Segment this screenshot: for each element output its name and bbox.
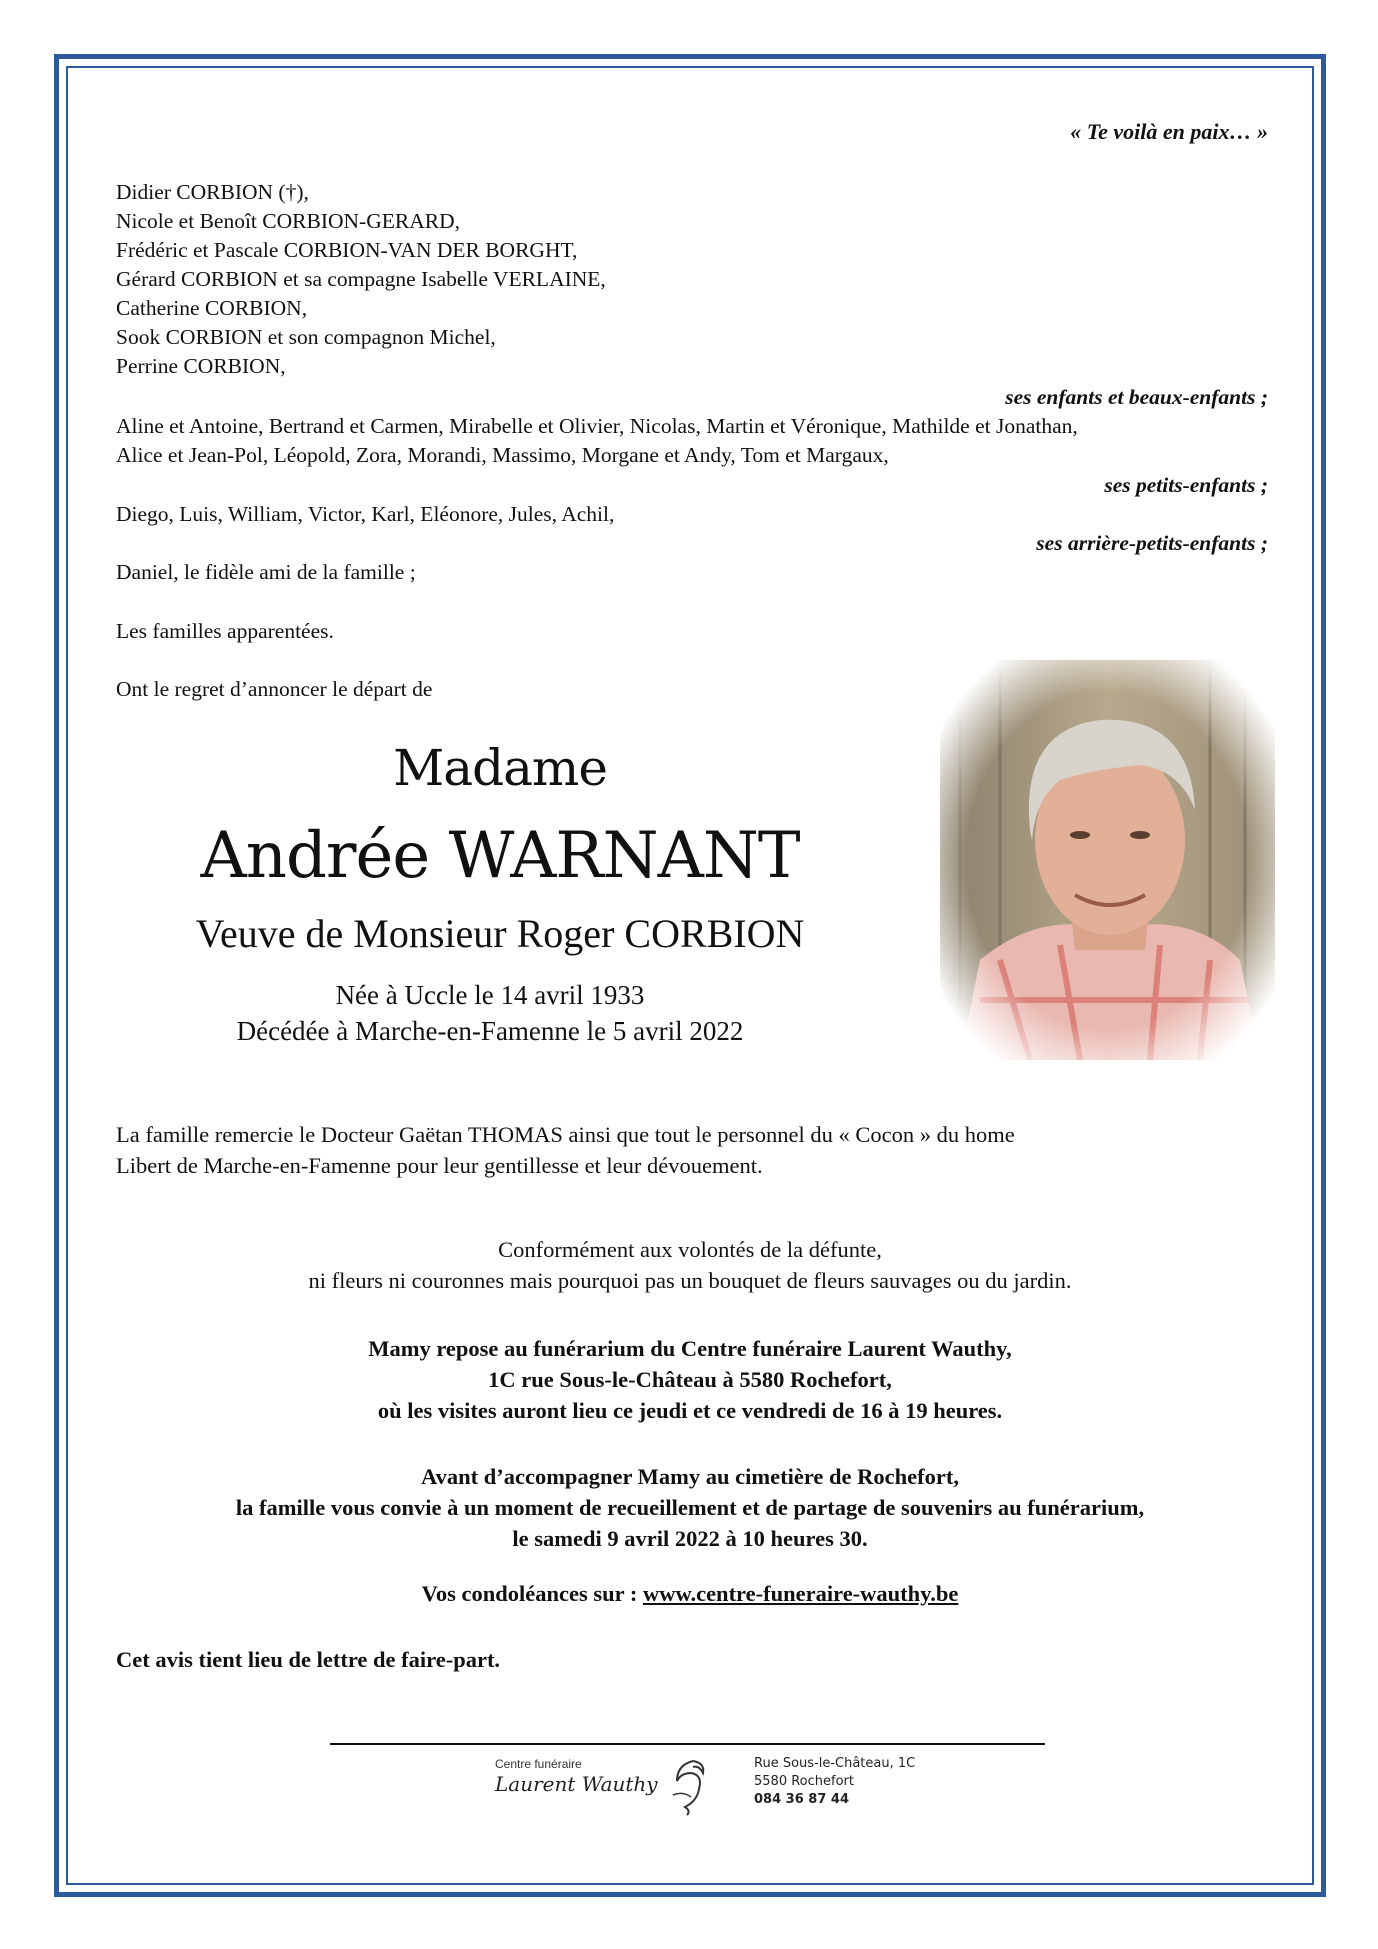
deceased-born: Née à Uccle le 14 avril 1933 [335, 980, 645, 1010]
rest-line: 1C rue Sous-le-Château à 5580 Rochefort, [488, 1367, 892, 1392]
deceased-name: Andrée WARNANT [200, 819, 800, 893]
deceased-title: Madame [393, 739, 607, 797]
ceremony-line: Avant d’accompagner Mamy au cimetière de Rochefort, [421, 1464, 959, 1489]
calla-lily-icon [663, 1755, 711, 1817]
list-item: Sook CORBION et son compagnon Michel, [116, 325, 496, 349]
grandchildren-line: Alice et Jean-Pol, Léopold, Zora, Morandi, Massimo, Morgane et Andy, Tom et Margaux, [116, 443, 889, 467]
condolences-link[interactable]: www.centre-funeraire-wauthy.be [642, 1581, 959, 1606]
footer-phone: 084 36 87 44 [754, 1792, 849, 1807]
footer-address-line2: 5580 Rochefort [754, 1774, 854, 1789]
list-item: Nicole et Benoît CORBION-GERARD, [116, 209, 460, 233]
announce-line: Ont le regret d’annoncer le départ de [116, 677, 433, 701]
wishes-line: ni fleurs ni couronnes mais pourquoi pas un bouquet de fleurs sauvages ou du jardin. [308, 1268, 1072, 1293]
thanks-line: Libert de Marche-en-Famenne pour leur gentillesse et leur dévouement. [116, 1153, 763, 1178]
great-grandchildren-line: Diego, Luis, William, Victor, Karl, Eléonore, Jules, Achil, [116, 502, 615, 526]
ceremony-line: la famille vous convie à un moment de recueillement et de partage de souvenirs au funérarium, [235, 1495, 1145, 1520]
condolences-label: Vos condoléances sur : [421, 1581, 643, 1606]
footer-address [754, 1755, 915, 1809]
families-line: Les familles apparentées. [116, 619, 334, 643]
deceased-widow: Veuve de Monsieur Roger CORBION [195, 911, 805, 956]
wishes-line: Conformément aux volontés de la défunte, [498, 1237, 882, 1262]
list-item: Frédéric et Pascale CORBION-VAN DER BORGHT, [116, 238, 578, 262]
rest-line: Mamy repose au funérarium du Centre funéraire Laurent Wauthy, [368, 1336, 1012, 1361]
friend-line: Daniel, le fidèle ami de la famille ; [116, 560, 416, 584]
grandchildren-label: ses petits-enfants ; [1104, 473, 1268, 497]
list-item: Catherine CORBION, [116, 296, 308, 320]
portrait-image [940, 660, 1275, 1060]
epigraph: « Te voilà en paix… » [1070, 119, 1268, 144]
condolences-line [100, 1579, 1280, 1609]
great-grandchildren-label: ses arrière-petits-enfants ; [1036, 531, 1268, 555]
list-item: Gérard CORBION et sa compagne Isabelle VERLAINE, [116, 267, 606, 291]
list-item: Didier CORBION (†), [116, 180, 309, 204]
footer-address-line1: Rue Sous-le-Château, 1C [754, 1756, 916, 1771]
grandchildren-line: Aline et Antoine, Bertrand et Carmen, Mirabelle et Olivier, Nicolas, Martin et Véronique, Mathilde et Jonathan, [116, 414, 1078, 438]
rest-line: où les visites auront lieu ce jeudi et ce vendredi de 16 à 19 heures. [377, 1398, 1003, 1423]
thanks-line: La famille remercie le Docteur Gaëtan THOMAS ainsi que tout le personnel du « Cocon » du home [116, 1122, 1015, 1147]
list-item: Perrine CORBION, [116, 354, 286, 378]
children-label: ses enfants et beaux-enfants ; [1005, 385, 1268, 409]
portrait-photo [940, 660, 1275, 1060]
logo-small-text: Centre funéraire [495, 1757, 582, 1771]
deceased-died: Décédée à Marche-en-Famenne le 5 avril 2022 [236, 1016, 744, 1046]
ceremony-line: le samedi 9 avril 2022 à 10 heures 30. [512, 1526, 868, 1551]
footer-divider [330, 1743, 1045, 1745]
logo-name: Laurent Wauthy [495, 1772, 658, 1796]
notice-line: Cet avis tient lieu de lettre de faire-part. [116, 1647, 501, 1672]
